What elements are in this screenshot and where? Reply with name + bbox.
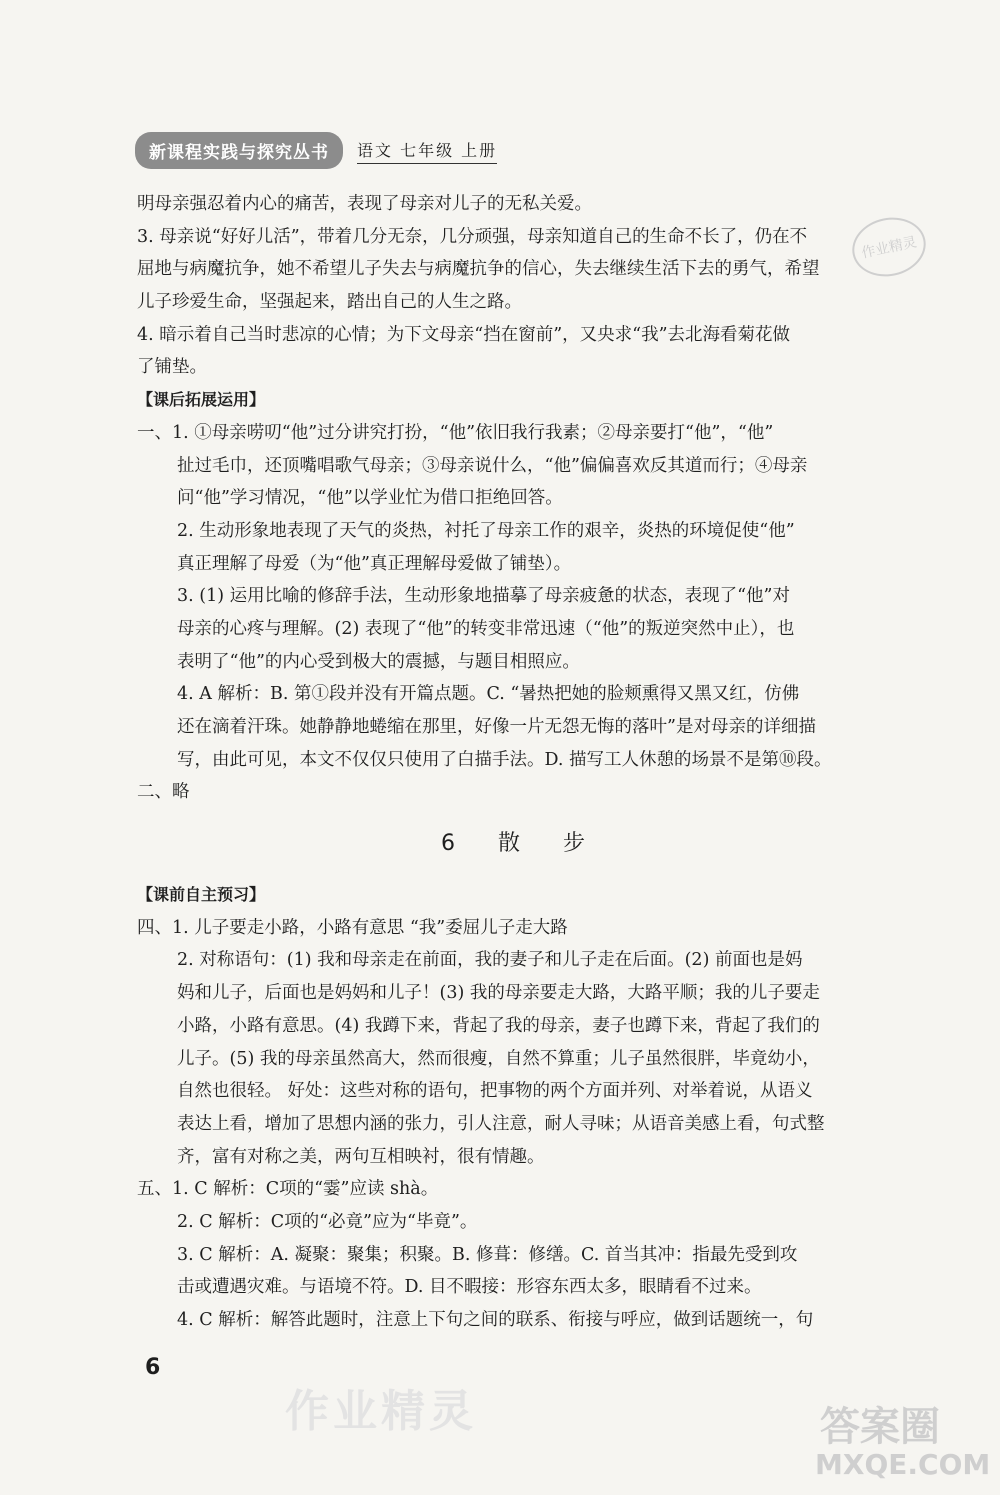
watermark-logo: 答案圈 bbox=[820, 1404, 940, 1450]
watermark-site: MXQE.COM bbox=[815, 1448, 991, 1481]
text-line: 真正理解了母爱（为“他”真正理解母爱做了铺垫）。 bbox=[177, 553, 572, 574]
text-line: 3. C 解析：A. 凝聚：聚集；积聚。B. 修葺：修缮。C. 首当其冲：指最先受到攻 bbox=[177, 1244, 798, 1265]
text-line: 3. 母亲说“好好儿活”，带着几分无奈，几分顽强，母亲知道自己的生命不长了，仍在不 bbox=[137, 226, 808, 247]
text-line: 击或遭遇灾难。与语境不符。D. 目不暇接：形容东西太多，眼睛看不过来。 bbox=[177, 1277, 762, 1298]
page-header bbox=[135, 132, 497, 169]
text-line: 4. 暗示着自己当时悲凉的心情；为下文母亲“挡在窗前”，又央求“我”去北海看菊花做 bbox=[137, 324, 791, 345]
text-line: 4. A 解析：B. 第①段并没有开篇点题。C. “暑热把她的脸颊熏得又黑又红，仿佛 bbox=[177, 684, 800, 705]
text-line: 还在滴着汗珠。她静静地蜷缩在那里，好像一片无怨无悔的落叶”是对母亲的详细描 bbox=[177, 717, 816, 737]
text-line: 2. 生动形象地表现了天气的炎热，衬托了母亲工作的艰辛，炎热的环境促使“他” bbox=[177, 520, 795, 541]
text-line: 自然也很轻。 好处：这些对称的语句，把事物的两个方面并列、对举着说，从语义 bbox=[177, 1081, 813, 1102]
answer-content bbox=[137, 188, 907, 1337]
text-line: 表达上看，增加了思想内涵的张力，引人注意，耐人寻味；从语音美感上看，句式整 bbox=[177, 1113, 825, 1134]
text-line: 妈和儿子，后面也是妈妈和儿子！(3) 我的母亲要走大路，大路平顺；我的儿子要走 bbox=[177, 983, 820, 1004]
text-line: 问“他”学习情况，“他”以学业忙为借口拒绝回答。 bbox=[177, 488, 563, 509]
text-line: 儿子。(5) 我的母亲虽然高大，然而很瘦，自然不算重；儿子虽然很胖，毕竟幼小， bbox=[177, 1048, 820, 1069]
text-line: 明母亲强忍着内心的痛苦，表现了母亲对儿子的无私关爱。 bbox=[137, 194, 592, 214]
section-heading: 【课前自主预习】 bbox=[137, 885, 266, 905]
text-line: 4. C 解析：解答此题时，注意上下句之间的联系、衔接与呼应，做到话题统一，句 bbox=[177, 1310, 814, 1330]
text-line: 3. (1) 运用比喻的修辞手法，生动形象地描摹了母亲疲惫的状态，表现了“他”对 bbox=[177, 586, 791, 607]
section-heading: 【课后拓展运用】 bbox=[137, 390, 266, 410]
text-line: 了铺垫。 bbox=[137, 357, 207, 378]
text-line: 扯过毛巾，还顶嘴唱歌气母亲；③母亲说什么，“他”偏偏喜欢反其道而行；④母亲 bbox=[177, 455, 808, 476]
watermark-text: 作业精灵 bbox=[285, 1386, 477, 1437]
text-line: 屈地与病魔抗争，她不希望儿子失去与病魔抗争的信心，失去继续生活下去的勇气，希望 bbox=[137, 259, 820, 280]
subject-grade-label: 语文 七年级 上册 bbox=[357, 138, 497, 164]
page-number: 6 bbox=[145, 1355, 161, 1380]
series-title-badge: 新课程实践与探究丛书 bbox=[135, 132, 343, 169]
lesson-title: 6 散 步 bbox=[441, 831, 603, 857]
text-line: 儿子珍爱生命，坚强起来，踏出自己的人生之路。 bbox=[137, 292, 522, 313]
text-line: 四、1. 儿子要走小路，小路有意思 “我”委屈儿子走大路 bbox=[137, 917, 568, 938]
watermark-stamp: 作业精灵 bbox=[847, 211, 931, 283]
text-line: 2. 对称语句：(1) 我和母亲走在前面，我的妻子和儿子走在后面。(2) 前面也是妈 bbox=[177, 950, 803, 971]
text-line: 五、1. C 解析：C项的“霎”应读 shà。 bbox=[137, 1179, 439, 1200]
text-line: 二、略 bbox=[137, 782, 190, 803]
text-line: 写，由此可见，本文不仅仅只使用了白描手法。D. 描写工人休憩的场景不是第⑩段。 bbox=[177, 749, 832, 770]
text-line: 2. C 解析：C项的“必竟”应为“毕竟”。 bbox=[177, 1211, 478, 1232]
text-line: 母亲的心疼与理解。(2) 表现了“他”的转变非常迅速（“他”的叛逆突然中止），也 bbox=[177, 618, 795, 639]
text-line: 表明了“他”的内心受到极大的震撼，与题目相照应。 bbox=[177, 651, 580, 672]
text-line: 齐，富有对称之美，两句互相映衬，很有情趣。 bbox=[177, 1146, 545, 1167]
text-line: 小路，小路有意思。(4) 我蹲下来，背起了我的母亲，妻子也蹲下来，背起了我们的 bbox=[177, 1015, 820, 1036]
text-line: 一、1. ①母亲唠叨“他”过分讲究打扮，“他”依旧我行我素；②母亲要打“他”，“他” bbox=[137, 422, 774, 443]
